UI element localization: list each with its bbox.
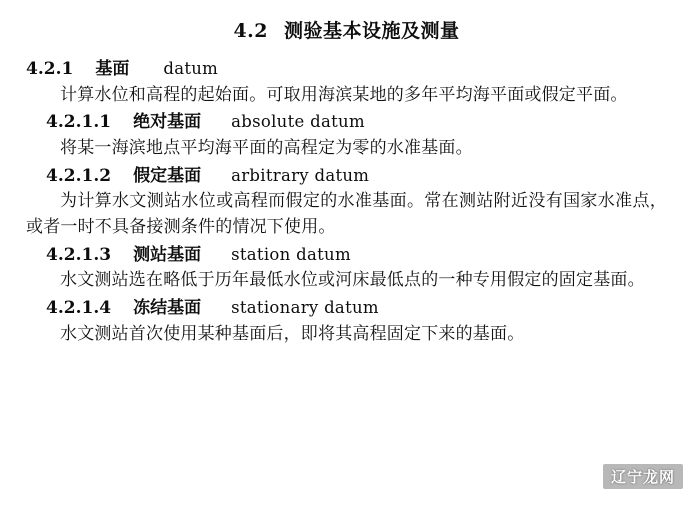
watermark: 辽宁龙网 xyxy=(603,464,683,489)
clause-term-en: absolute datum xyxy=(231,112,365,132)
section-number: 4.2 xyxy=(233,20,269,42)
clause-4-2-1 xyxy=(26,57,667,108)
clause-number: 4.2.1 xyxy=(26,59,74,79)
clause-4-2-1-2 xyxy=(26,164,667,241)
clause-paragraph: 为计算水文测站水位或高程而假定的水准基面。常在测站附近没有国家水准点，或者一时不具备接测条件的情况下使用。 xyxy=(26,191,667,237)
clause-4-2-1-1 xyxy=(26,110,667,161)
clause-term-en: stationary datum xyxy=(231,298,379,318)
page-bottom-fade xyxy=(0,493,689,513)
clause-paragraph: 计算水位和高程的起始面。可取用海滨某地的多年平均海平面或假定平面。 xyxy=(60,84,628,105)
clause-term-cn: 冻结基面 xyxy=(133,298,202,319)
clause-term-en: station datum xyxy=(231,244,351,264)
clause-term-en: arbitrary datum xyxy=(231,165,370,185)
clause-term-cn: 绝对基面 xyxy=(133,112,202,133)
section-heading xyxy=(26,16,667,43)
clause-term-cn: 假定基面 xyxy=(133,165,202,186)
section-title-text: 测验基本设施及测量 xyxy=(284,20,460,42)
clause-heading xyxy=(26,110,667,136)
clause-number: 4.2.1.4 xyxy=(46,298,112,319)
clause-heading xyxy=(26,243,667,269)
clause-4-2-1-3 xyxy=(26,243,667,294)
clause-heading xyxy=(26,57,667,83)
clause-term-cn: 基面 xyxy=(95,59,130,79)
clause-4-2-1-4 xyxy=(26,296,667,347)
clause-number: 4.2.1.3 xyxy=(46,244,112,265)
clause-term-en: datum xyxy=(163,59,219,78)
clause-number: 4.2.1.1 xyxy=(46,112,112,133)
clause-term-cn: 测站基面 xyxy=(133,244,202,265)
clause-paragraph: 将某一海滨地点平均海平面的高程定为零的水准基面。 xyxy=(60,137,473,158)
clause-paragraph: 水文测站选在略低于历年最低水位或河床最低点的一种专用假定的固定基面。 xyxy=(60,270,645,291)
clause-heading xyxy=(26,164,667,190)
clause-heading xyxy=(26,296,667,322)
clause-paragraph: 水文测站首次使用某种基面后，即将其高程固定下来的基面。 xyxy=(60,323,525,344)
clause-number: 4.2.1.2 xyxy=(46,165,112,186)
